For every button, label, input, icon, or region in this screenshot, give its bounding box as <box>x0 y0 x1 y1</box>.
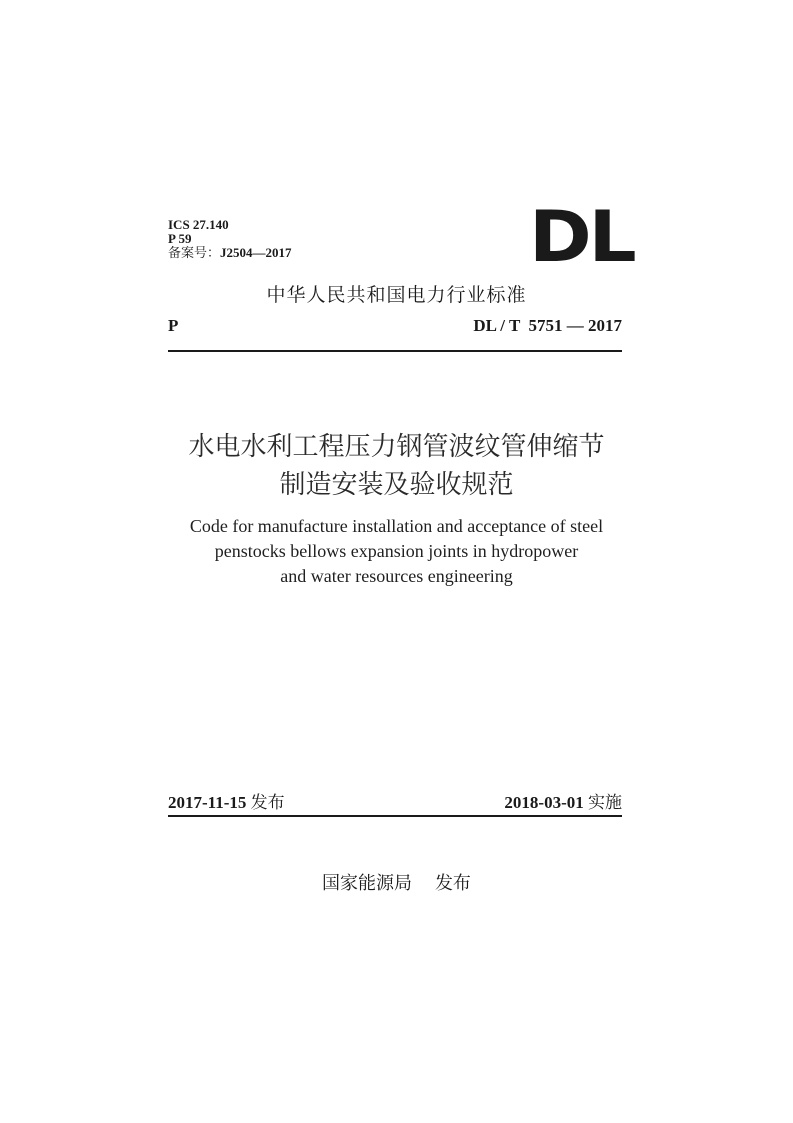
standard-type-heading: 中华人民共和国电力行业标准 <box>266 284 527 306</box>
record-label: 备案号： <box>168 246 221 261</box>
english-title <box>0 514 793 589</box>
record-number-line <box>168 246 292 261</box>
ccs-code: P 59 <box>168 231 192 246</box>
chinese-title <box>0 428 793 504</box>
top-divider <box>168 350 622 352</box>
metadata-block <box>168 218 292 261</box>
issue-date: 2017-11-15 <box>168 793 247 812</box>
chinese-title-line-2: 制造安装及验收规范 <box>279 470 514 500</box>
dl-logo: DL <box>529 196 634 278</box>
implement-date: 2018-03-01 <box>504 793 584 812</box>
publisher-line <box>0 869 793 895</box>
ics-code: ICS 27.140 <box>168 217 229 232</box>
standard-number: DL / T 5751 — 2017 <box>473 316 622 335</box>
bottom-divider <box>168 815 622 817</box>
english-title-line-3: and water resources engineering <box>280 566 513 586</box>
publisher-action: 发布 <box>434 873 471 894</box>
implement-info <box>504 788 622 813</box>
issue-info <box>168 788 285 813</box>
english-title-line-2: penstocks bellows expansion joints in hydropower <box>214 541 579 561</box>
implement-label: 实施 <box>588 793 622 813</box>
chinese-title-line-1: 水电水利工程压力钢管波纹管伸缩节 <box>188 432 605 462</box>
issue-label: 发布 <box>250 793 285 813</box>
english-title-line-1: Code for manufacture installation and acceptance of steel <box>189 516 604 536</box>
publisher-name: 国家能源局 <box>322 873 413 894</box>
classification-code: P <box>168 316 179 335</box>
record-number: J2504—2017 <box>220 245 292 260</box>
